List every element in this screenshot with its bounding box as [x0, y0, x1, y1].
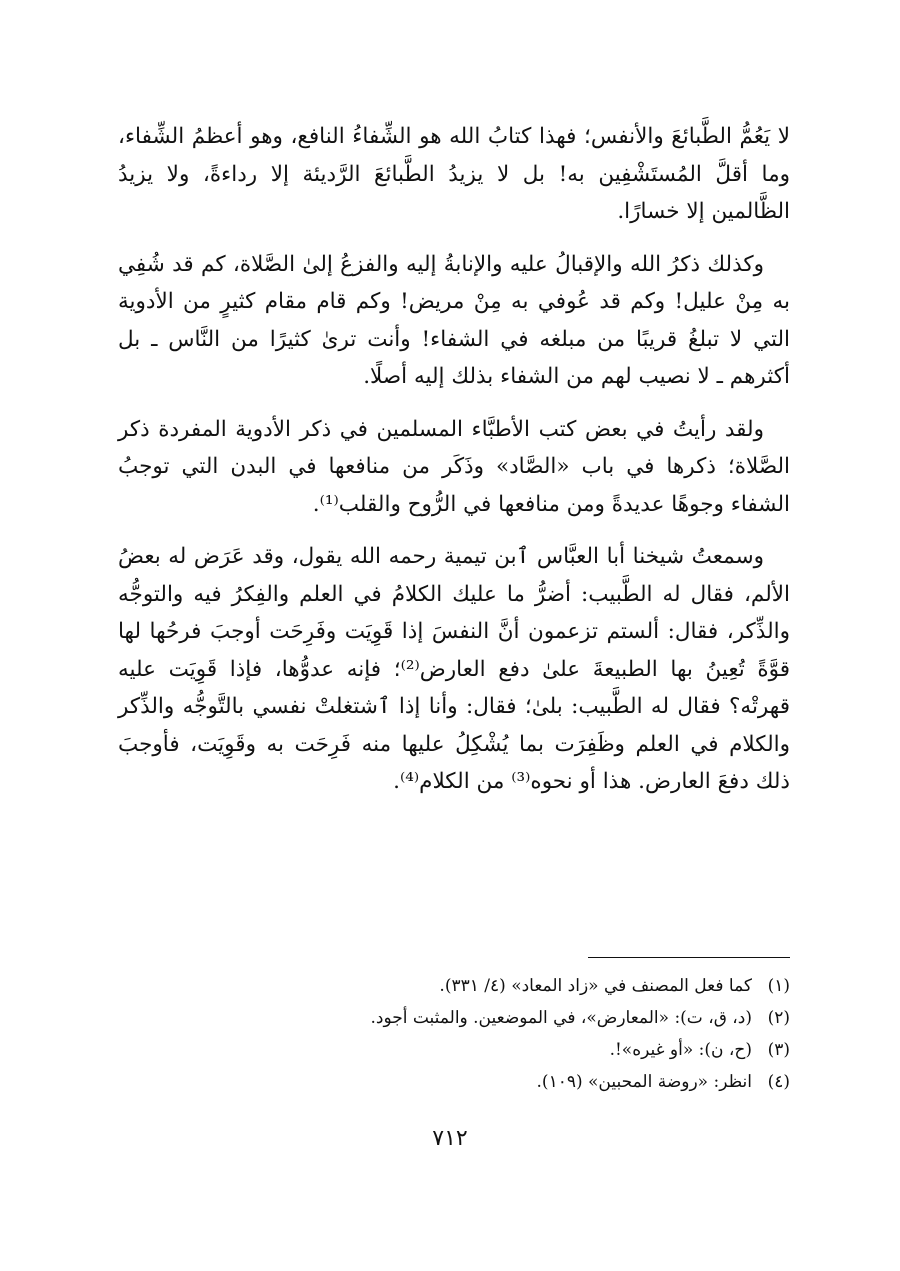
- footnote-number: (٤): [767, 1072, 790, 1092]
- footnote-text: (د، ق، ت): «المعارض»، في الموضعين. والمثبت أجود.: [370, 1008, 752, 1028]
- paragraph-2: وكذلك ذكرُ الله والإقبالُ عليه والإنابةُ إليه والفزعُ إلىٰ الصَّلاة، كم قد شُفِي به مِنْ عليل! وكم قد عُوفي به مِنْ مريض! وكم قام مقام كثيرٍ من الأدوية التي لا تبلغُ قريبًا من مبلغه في الشفاء! وأنت ترىٰ كثيرًا من النَّاس ـ بل أكثرهم ـ لا نصيب لهم من الشفاء بذلك إليه أصلًا.: [118, 251, 790, 389]
- footnote-number: (٢): [767, 1008, 790, 1028]
- footnote-3: [118, 1034, 790, 1066]
- footnote-text: انظر: «روضة المحبين» (١٠٩).: [536, 1072, 752, 1092]
- footnote-text: (ح، ن): «أو غيره»!.: [609, 1040, 752, 1060]
- footnote-text: كما فعل المصنف في «زاد المعاد» (٤/ ٣٣١).: [439, 976, 752, 996]
- footnote-1: [118, 970, 790, 1002]
- page-number: ٧١٢: [432, 1126, 468, 1151]
- paragraph-4: وسمعتُ شيخنا أبا العبَّاس ٱبن تيمية رحمه الله يقول، وقد عَرَض له بعضُ الألم، فقال له الطَّبيب: أضرُّ ما عليك الكلامُ في العلم والفِكرُ فيه والتوجُّه والذِّكر، فقال: ألستم تزعمون أنَّ النفسَ إذا قَوِيَت وفَرِحَت أوجبَ فرحُها لها قوَّةً تُعِينُ بها الطبيعةَ علىٰ دفع العارض⁽²⁾؛ فإنه عدوُّها، فإذا قَوِيَت عليه قهرتْه؟ فقال له الطَّبيب: بلىٰ؛ فقال: وأنا إذا ٱشتغلتْ نفسي بالتَّوجُّه والذِّكر والكلام في العلم وظَفِرَت بما يُشْكِلُ عليها منه فَرِحَت به وقَوِيَت، فأوجبَ ذلك دفعَ العارض. هذا أو نحوه⁽³⁾ من الكلام⁽⁴⁾.: [118, 544, 790, 794]
- footnote-number: (١): [767, 976, 790, 996]
- paragraph-3: ولقد رأيتُ في بعض كتب الأطبَّاء المسلمين في ذكر الأدوية المفردة ذكر الصَّلاة؛ ذكرها في باب «الصَّاد» وذَكَر من منافعها في البدن التي توجبُ الشفاء وجوهًا عديدةً ومن منافعها في الرُّوح والقلب⁽¹⁾.: [118, 416, 790, 517]
- footnote-number: (٣): [767, 1040, 790, 1060]
- footnote-4: [118, 1066, 790, 1098]
- footnote-separator: [588, 957, 790, 958]
- paragraph-1: لا يَعُمُّ الطَّبائعَ والأنفس؛ فهذا كتابُ الله هو الشِّفاءُ النافع، وهو أعظمُ الشِّفاء، وما أقلَّ المُستَشْفِين به! بل لا يزيدُ الطَّبائعَ الرَّديئة إلا رداءةً، ولا يزيدُ الظَّالمين إلا خسارًا.: [118, 124, 790, 224]
- footnotes: [118, 970, 790, 1098]
- footnote-2: [118, 1002, 790, 1034]
- main-text: [118, 118, 790, 816]
